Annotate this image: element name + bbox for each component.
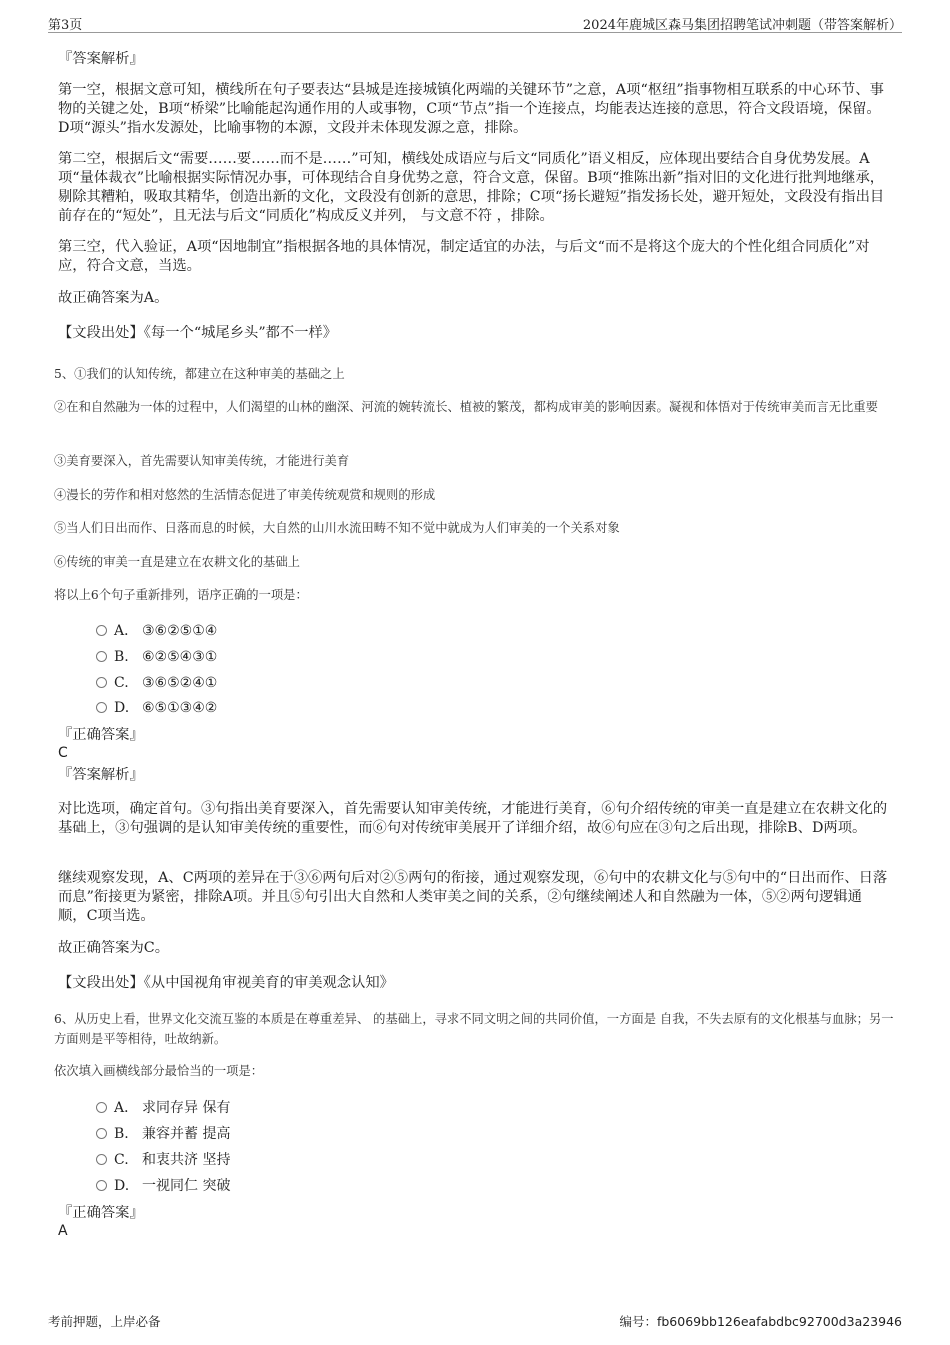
q5-sentence-4: ④漫长的劳作和相对悠然的生活情态促进了审美传统观赏和规则的形成 bbox=[54, 488, 436, 502]
q5-sentence-3: ③美育要深入，首先需要认知审美传统，才能进行美育 bbox=[54, 454, 350, 468]
radio-icon[interactable] bbox=[96, 1154, 107, 1165]
q4-analysis-label: 『答案解析』 bbox=[58, 51, 144, 67]
radio-icon[interactable] bbox=[96, 677, 107, 688]
q5-prompt: 将以上6个句子重新排列，语序正确的一项是： bbox=[54, 588, 308, 602]
document-title: 2024年鹿城区森马集团招聘笔试冲刺题（带答案解析） bbox=[582, 18, 902, 33]
page-header bbox=[48, 14, 902, 33]
radio-icon[interactable] bbox=[96, 1128, 107, 1139]
q5-analysis-label: 『答案解析』 bbox=[58, 767, 144, 783]
q5-option-a[interactable]: A． ③⑥②⑤①④ bbox=[96, 622, 217, 640]
q6-option-c[interactable]: C. 和衷共济 坚持 bbox=[96, 1151, 230, 1169]
page-number: 第3页 bbox=[48, 18, 83, 33]
q4-conclusion: 故正确答案为A。 bbox=[58, 290, 169, 306]
radio-icon[interactable] bbox=[96, 651, 107, 662]
q6-option-b[interactable]: B. 兼容并蓄 提高 bbox=[96, 1125, 230, 1143]
q4-analysis-para-2: 第二空，根据后文“需要……要……而不是……”可知，横线处成语应与后文“同质化”语义相反，应体现出要结合自身优势发展。A项“量体裁衣”比喻根据实际情况办事，可体现结合自身优势之意，符合文意，保留。B项“推陈出新”指对旧的文化进行批判地继承，剔除其糟粕，吸取其精华，创造出新的文化，文段没有创新的意思，排除；C项“扬长避短”指发扬长处，避开短处，文段没有指出目前存在的“短处”，且无法与后文“同质化”构成反义并列， 与文意不符 ，排除。 bbox=[58, 151, 885, 224]
q5-analysis-para-2: 继续观察发现，A、C两项的差异在于③⑥两句后对②⑤两句的衔接，通过观察发现，⑥句中的农耕文化与⑤句中的“日出而作、日落而息”衔接更为紧密，排除A项。并且⑤句引出大自然和人类审美之间的关系，②句继续阐述人和自然融为一体，⑤②两句逻辑通顺，C项当选。 bbox=[58, 870, 888, 924]
radio-icon[interactable] bbox=[96, 702, 107, 713]
q5-sentence-2: ②在和自然融为一体的过程中，人们渴望的山林的幽深、河流的婉转流长、植被的繁茂，都构成审美的影响因素。凝视和体悟对于传统审美而言无比重要 bbox=[54, 400, 878, 414]
q5-sentence-6: ⑥传统的审美一直是建立在农耕文化的基础上 bbox=[54, 555, 300, 569]
q6-option-a[interactable]: A． 求同存异 保有 bbox=[96, 1099, 230, 1117]
q6-answer-label: 『正确答案』 bbox=[58, 1205, 144, 1221]
q5-option-c[interactable]: C. ③⑥⑤②④① bbox=[96, 674, 217, 692]
q6-prompt: 依次填入画横线部分最恰当的一项是： bbox=[54, 1064, 264, 1078]
page-footer bbox=[48, 1312, 902, 1330]
q6-stem: 6、从历史上看，世界文化交流互鉴的本质是在尊重差异、 的基础上，寻求不同文明之间的共同价值，一方面是 自我，不失去原有的文化根基与血脉；另一方面则是平等相待，吐故纳新。 bbox=[54, 1012, 894, 1046]
q5-option-b[interactable]: B. ⑥②⑤④③① bbox=[96, 648, 217, 666]
q5-analysis-para-1: 对比选项，确定首句。③句指出美育要深入，首先需要认知审美传统，才能进行美育，⑥句介绍传统的审美一直是建立在农耕文化的基础上，③句强调的是认知审美传统的重要性，而⑥句对传统审美展开了详细介绍，故⑥句应在③句之后出现，排除B、D两项。 bbox=[58, 801, 888, 836]
q5-answer: C bbox=[58, 745, 68, 761]
q4-source: 【文段出处】《每一个“城尾乡头”都不一样》 bbox=[58, 325, 338, 341]
document-serial: 编号：fb6069bb126eafabdbc92700d3a23946 bbox=[619, 1314, 902, 1329]
radio-icon[interactable] bbox=[96, 1180, 107, 1191]
footer-slogan: 考前押题，上岸必备 bbox=[48, 1314, 161, 1329]
q4-analysis-para-1: 第一空，根据文意可知，横线所在句子要表达“县城是连接城镇化两端的关键环节”之意，A项“枢纽”指事物相互联系的中心环节、事物的关键之处，B项“桥梁”比喻能起沟通作用的人或事物，C项“节点”指一个连接点，均能表达连接的意思，符合文段语境，保留。D项“源头”指水发源处，比喻事物的本源，文段并未体现发源之意，排除。 bbox=[58, 82, 884, 136]
radio-icon[interactable] bbox=[96, 625, 107, 636]
q5-sentence-5: ⑤当人们日出而作、日落而息的时候，大自然的山川水流田畴不知不觉中就成为人们审美的一个关系对象 bbox=[54, 521, 620, 535]
q5-conclusion: 故正确答案为C。 bbox=[58, 940, 170, 956]
q4-analysis-para-3: 第三空，代入验证，A项“因地制宜”指根据各地的具体情况，制定适宜的办法，与后文“而不是将这个庞大的个性化组合同质化”对应，符合文意，当选。 bbox=[58, 239, 870, 274]
q5-answer-label: 『正确答案』 bbox=[58, 727, 144, 743]
q5-stem: 5、①我们的认知传统，都建立在这种审美的基础之上 bbox=[54, 367, 345, 381]
q5-option-d[interactable]: D. ⑥⑤①③④② bbox=[96, 699, 217, 717]
q6-answer: A bbox=[58, 1223, 68, 1239]
radio-icon[interactable] bbox=[96, 1102, 107, 1113]
q6-option-d[interactable]: D. 一视同仁 突破 bbox=[96, 1177, 230, 1195]
q5-source: 【文段出处】《从中国视角审视美育的审美观念认知》 bbox=[58, 975, 394, 991]
